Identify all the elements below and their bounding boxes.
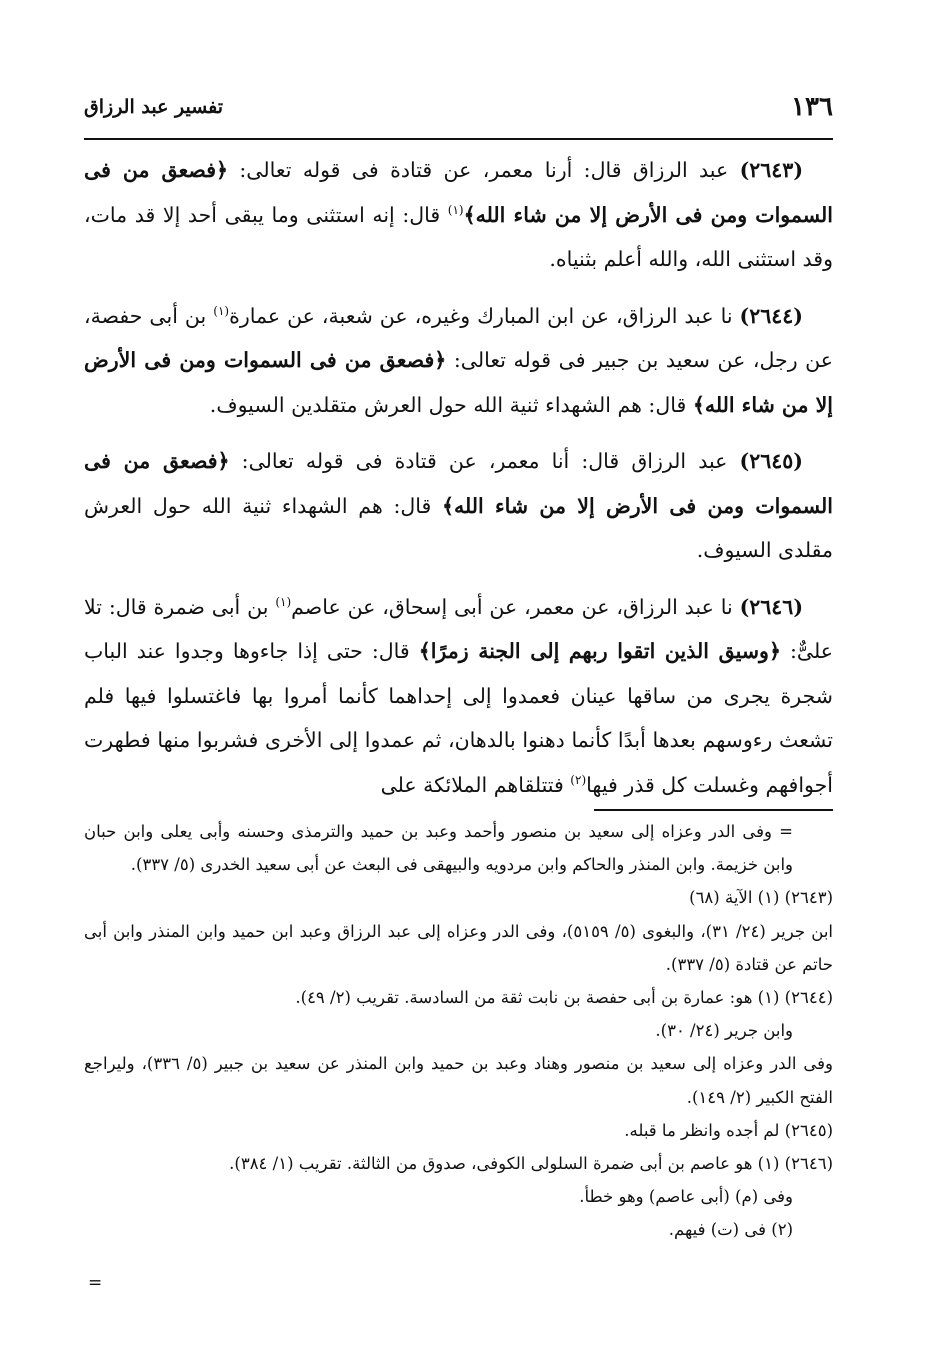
continuation-mark: = [88,1273,103,1293]
paragraph-text: نا عبد الرزاق، عن معمر، عن أبى إسحاق، عن عاصم [291,594,740,619]
footnote-ref: (٢) [570,772,587,787]
page-number: ١٣٦ [791,92,833,122]
main-text [84,148,833,819]
footnote-ref: (١) [213,303,230,318]
paragraph-text: بن أبى ضمرة قال: تلا علىٌّ: [84,594,833,663]
footnote-ref: (١) [447,202,464,217]
header-rule [84,138,833,140]
quran-verse: ﴿وسيق الذين اتقوا ربهم إلى الجنة زمرًا﴾ [418,639,781,663]
footnote-2644-1: (٢٦٤٤) (١) هو: عمارة بن أبى حفصة بن نابت ثقة من السادسة. تقريب (٢/ ٤٩). [295,988,833,1008]
entry-number: (٢٦٤٥) [739,449,803,473]
footnote-2644-source: وابن جرير (٢٤/ ٣٠). [655,1021,793,1041]
entry-number: (٢٦٤٤) [739,303,803,328]
quran-verse: ﴿فصعق من فى السموات ومن فى الأرض إلا من شاء الله﴾ [84,449,833,518]
page-header [84,92,833,132]
paragraph-text: قال: حتى إذا جاءوها وجدوا عند الباب شجرة يجرى من ساقها عينان فعمدوا إلى إحداهما كأنما أمروا بها فاغتسلوا فيها فلم تشعث رءوسهم بعدها أبدًا كأنما دهنوا بالدهان، ثم عمدوا إلى الأخرى فشربوا منها فطهرت أجوافهم وغسلت كل قذر فيها [84,639,833,797]
footnote-rule [594,809,833,811]
running-title: تفسير عبد الرزاق [84,96,224,118]
paragraph-text: عبد الرزاق قال: أنا معمر، عن قتادة فى قوله تعالى: [229,449,740,473]
paragraph-2643 [84,148,833,282]
footnote-ref: (١) [275,594,292,609]
footnote-carryover: = وفى الدر وعزاه إلى سعيد بن منصور وأحمد وعبد بن حميد والترمذى وحسنه وأبى يعلى وابن حبان وابن خزيمة. وابن المنذر والحاكم وابن مردويه والبيهقى فى البعث عن أبى سعيد الخدرى (٥/ ٣٣٧). [84,822,793,875]
footnotes [84,815,833,1247]
paragraph-2644 [84,294,833,428]
paragraph-text: عبد الرزاق قال: أرنا معمر، عن قتادة فى قوله تعالى: [228,158,740,182]
paragraph-text: قال: هم الشهداء ثنية الله حول العرش متقلدين السيوف. [209,392,693,417]
paragraph-text: فتتلقاهم الملائكة على [380,772,571,797]
quran-verse: ﴿فصعق من فى السموات ومن فى الأرض إلا من شاء الله﴾ [84,348,833,417]
footnote-2646-1: (٢٦٤٦) (١) هو عاصم بن أبى ضمرة السلولى الكوفى، صدوق من الثالثة. تقريب (١/ ٣٨٤). [229,1154,833,1174]
footnote-2645: (٢٦٤٥) لم أجده وانظر ما قبله. [624,1120,833,1140]
footnote-2646-2: (٢) فى (ت) فيهم. [668,1220,793,1240]
paragraph-2646 [84,585,833,808]
paragraph-2645 [84,439,833,573]
footnote-2646-variant: وفى (م) (أبى عاصم) وهو خطأ. [579,1187,793,1207]
footnote-2644-dur: وفى الدر وعزاه إلى سعيد بن منصور وهناد وعبد بن حميد وابن المنذر عن سعيد بن جبير (٥/ ٣٣٦)، وليراجع الفتح الكبير (٢/ ١٤٩). [84,1054,833,1107]
entry-number: (٢٦٤٦) [739,594,804,619]
footnote-2643-1: (٢٦٤٣) (١) الآية (٦٨) [689,888,833,908]
quran-verse: ﴿فصعق من فى السموات ومن فى الأرض إلا من شاء الله﴾ [84,158,833,227]
paragraph-text: بن أبى حفصة، عن رجل، عن سعيد بن جبير فى قوله تعالى: [84,303,833,372]
paragraph-text: قال: هم الشهداء ثنية الله حول العرش مقلدى السيوف. [84,493,833,562]
paragraph-text: نا عبد الرزاق، عن ابن المبارك وغيره، عن شعبة، عن عمارة [229,303,740,328]
entry-number: (٢٦٤٣) [739,158,804,182]
footnote-2643-source: ابن جرير (٢٤/ ٣١)، والبغوى (٥/ ٥١٥٩)، وفى الدر وعزاه إلى عبد الرزاق وعبد ابن حميد وابن المنذر وابن أبى حاتم عن قتادة (٥/ ٣٣٧). [84,921,833,974]
paragraph-text: قال: إنه استثنى وما يبقى أحد إلا قد مات، وقد استثنى الله، والله أعلم بثنياه. [84,202,833,271]
